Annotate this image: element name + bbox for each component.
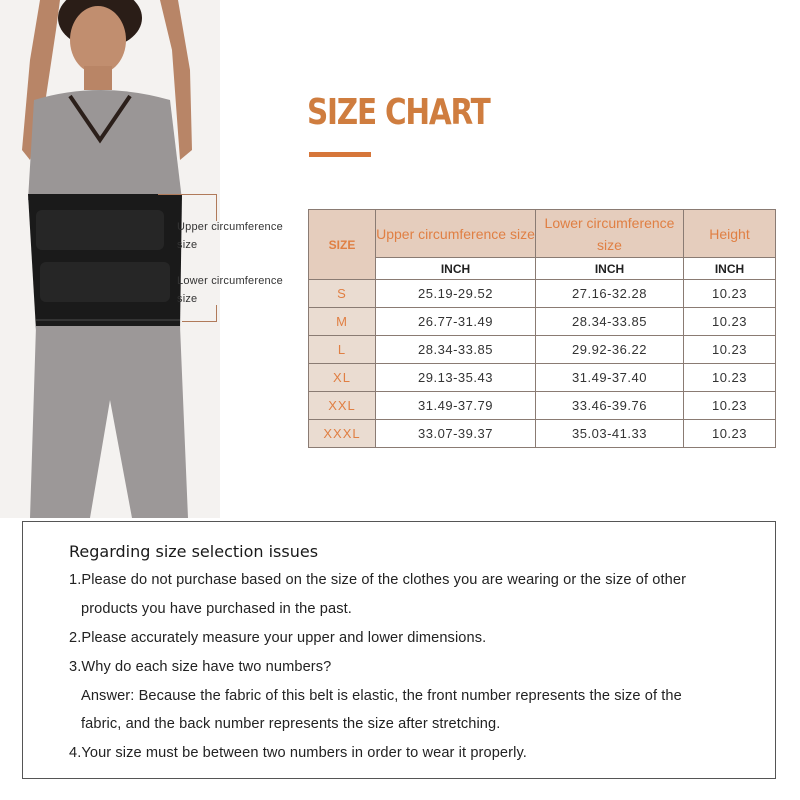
- note-line: products you have purchased in the past.: [81, 601, 352, 617]
- size-cell: M: [309, 308, 376, 336]
- size-cell: XXL: [309, 392, 376, 420]
- table-row: [309, 364, 776, 392]
- upper-leader-line: [158, 194, 217, 221]
- height-column-header: Height: [684, 210, 776, 258]
- note-line: 3.Why do each size have two numbers?: [69, 659, 332, 675]
- notes-title: Regarding size selection issues: [69, 542, 319, 561]
- table-row: [309, 392, 776, 420]
- size-cell: XL: [309, 364, 376, 392]
- note-line: 2.Please accurately measure your upper and lower dimensions.: [69, 630, 487, 646]
- upper-unit: INCH: [376, 258, 536, 280]
- page-title: SIZE CHART: [307, 92, 490, 133]
- lower-cell: 33.46-39.76: [536, 392, 684, 420]
- height-cell: 10.23: [684, 280, 776, 308]
- model-photo: [0, 0, 220, 518]
- upper-cell: 25.19-29.52: [376, 280, 536, 308]
- height-unit: INCH: [684, 258, 776, 280]
- note-line: 1.Please do not purchase based on the size of the clothes you are wearing or the size of other: [69, 572, 687, 588]
- size-notes-box: [22, 521, 776, 779]
- lower-unit: INCH: [536, 258, 684, 280]
- table-row: [309, 336, 776, 364]
- model-illustration: [0, 0, 220, 518]
- size-header: SIZE: [309, 210, 376, 280]
- lower-cell: 29.92-36.22: [536, 336, 684, 364]
- upper-circumference-callout: Upper circumference size: [177, 221, 283, 251]
- upper-cell: 33.07-39.37: [376, 420, 536, 448]
- size-cell: L: [309, 336, 376, 364]
- table-row: [309, 280, 776, 308]
- upper-column-header: Upper circumference size: [376, 210, 536, 258]
- table-row: [309, 308, 776, 336]
- upper-cell: 28.34-33.85: [376, 336, 536, 364]
- height-cell: 10.23: [684, 336, 776, 364]
- upper-cell: 26.77-31.49: [376, 308, 536, 336]
- upper-cell: 31.49-37.79: [376, 392, 536, 420]
- lower-column-header: Lower circumference size: [536, 210, 684, 258]
- height-cell: 10.23: [684, 364, 776, 392]
- lower-cell: 28.34-33.85: [536, 308, 684, 336]
- note-line: Answer: Because the fabric of this belt is elastic, the front number represents the size of the: [81, 688, 682, 704]
- size-chart-table: [308, 209, 776, 448]
- title-underline: [309, 152, 371, 157]
- note-line: fabric, and the back number represents the size after stretching.: [81, 716, 501, 732]
- table-row: [309, 420, 776, 448]
- size-cell: S: [309, 280, 376, 308]
- size-cell: XXXL: [309, 420, 376, 448]
- height-cell: 10.23: [684, 308, 776, 336]
- height-cell: 10.23: [684, 420, 776, 448]
- lower-cell: 35.03-41.33: [536, 420, 684, 448]
- height-cell: 10.23: [684, 392, 776, 420]
- upper-cell: 29.13-35.43: [376, 364, 536, 392]
- lower-circumference-callout: Lower circumference size: [177, 275, 283, 305]
- lower-cell: 31.49-37.40: [536, 364, 684, 392]
- note-line: 4.Your size must be between two numbers in order to wear it properly.: [69, 745, 527, 761]
- lower-cell: 27.16-32.28: [536, 280, 684, 308]
